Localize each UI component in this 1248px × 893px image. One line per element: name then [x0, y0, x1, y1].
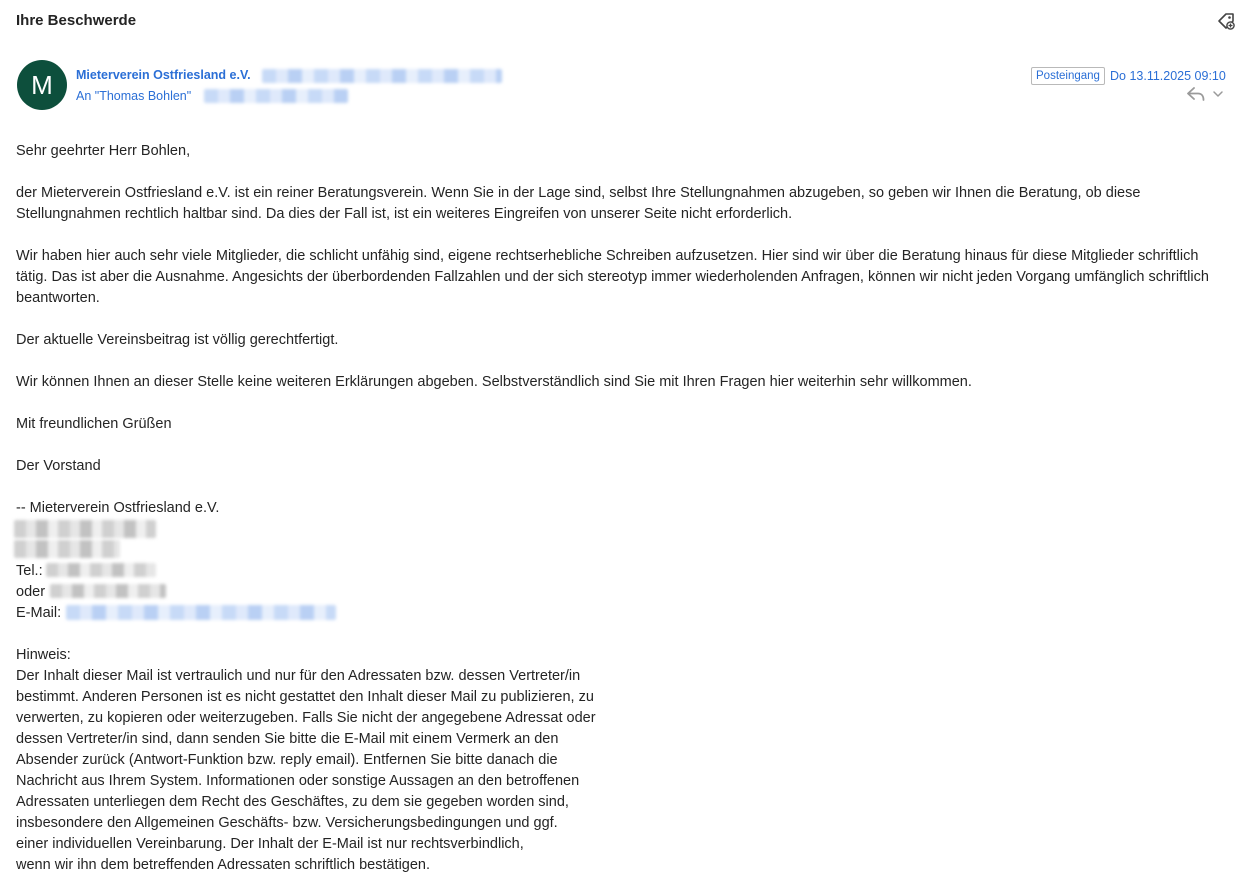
paragraph: der Mieterverein Ostfriesland e.V. ist ein reiner Beratungsverein. Wenn Sie in der Lage sind, selbst Ihre Stellungnahmen abzugeben, so geben wir Ihnen die Beratung, ob diese Stellungnahmen rechtlich haltbar sind. Da dies der Fall ist, ist ein weiteres Eingreifen von unserer Seite nicht erforderlich. — [16, 185, 1141, 222]
reply-icon[interactable] — [1187, 87, 1205, 101]
signature-address-redacted — [16, 519, 1231, 561]
paragraph: Wir haben hier auch sehr viele Mitglieder, die schlicht unfähig sind, eigene rechtserhebliche Schreiben aufzusetzen. Hier sind wir über die Beratung hinaus für diese Mitglieder schriftlich tätig. Das ist aber die Ausnahme. Angesichts der überbordenden Fallzahlen und der sich stereotyp immer wiederholenden Anfragen, können wir nicht jeden Vorgang umfänglich schriftlich beantworten. — [16, 248, 1209, 306]
address-line-2-redacted — [14, 540, 120, 558]
disclaimer-line: verwerten, zu kopieren oder weiterzugeben. Falls Sie nicht der angegebene Adressat oder — [16, 710, 596, 726]
tag-icon[interactable] — [1216, 11, 1236, 31]
disclaimer-line: wenn wir ihn dem betreffenden Adressaten schriftlich bestätigen. — [16, 857, 431, 873]
disclaimer-line: Absender zurück (Antwort-Funktion bzw. reply email). Entfernen Sie bitte danach die — [16, 752, 558, 768]
tel-label: Tel.: — [16, 563, 43, 579]
phone-redacted — [46, 563, 156, 577]
disclaimer-line: Nachricht aus Ihrem System. Informationen oder sonstige Aussagen an den betroffenen — [16, 773, 580, 789]
email-body — [16, 141, 1231, 876]
signature-org: -- Mieterverein Ostfriesland e.V. — [16, 500, 220, 516]
chevron-down-icon[interactable] — [1212, 88, 1224, 100]
signer: Der Vorstand — [16, 458, 101, 474]
recipient-email-redacted — [204, 89, 348, 103]
disclaimer-line: Der Inhalt dieser Mail ist vertraulich und nur für den Adressaten bzw. dessen Vertreter/in — [16, 668, 581, 684]
disclaimer-line: dessen Vertreter/in sind, dann senden Sie bitte die E-Mail mit einem Vermerk an den — [16, 731, 559, 747]
sender-email-redacted — [262, 69, 502, 83]
disclaimer — [16, 645, 656, 876]
email-subject: Ihre Beschwerde — [16, 12, 137, 29]
disclaimer-line: einer individuellen Vereinbarung. Der Inhalt der E-Mail ist nur rechtsverbindlich, — [16, 836, 524, 852]
disclaimer-line: Adressaten unterliegen dem Recht des Geschäftes, zu dem sie gegeben worden sind, — [16, 794, 569, 810]
recipient-name[interactable]: An "Thomas Bohlen" — [76, 89, 192, 103]
sender-avatar: M — [17, 60, 67, 110]
disclaimer-title: Hinweis: — [16, 647, 71, 663]
paragraph: Der aktuelle Vereinsbeitrag ist völlig gerechtfertigt. — [16, 332, 339, 348]
address-line-1-redacted — [14, 520, 156, 538]
phone-alt-redacted — [50, 584, 166, 598]
sender-name[interactable]: Mieterverein Ostfriesland e.V. — [76, 68, 251, 82]
folder-badge[interactable]: Posteingang — [1031, 67, 1105, 85]
signature-email-redacted[interactable] — [66, 605, 336, 620]
closing: Mit freundlichen Grüßen — [16, 416, 172, 432]
email-date: Do 13.11.2025 09:10 — [1110, 69, 1226, 83]
paragraph: Wir können Ihnen an dieser Stelle keine weiteren Erklärungen abgeben. Selbstverständlich sind Sie mit Ihren Fragen hier weiterhin sehr willkommen. — [16, 374, 972, 390]
greeting: Sehr geehrter Herr Bohlen, — [16, 143, 191, 159]
oder-label: oder — [16, 584, 46, 600]
disclaimer-line: insbesondere den Allgemeinen Geschäfts- bzw. Versicherungsbedingungen und ggf. — [16, 815, 558, 831]
disclaimer-line: bestimmt. Anderen Personen ist es nicht gestattet den Inhalt dieser Mail zu publizieren, zu — [16, 689, 594, 705]
email-label: E-Mail: — [16, 605, 62, 621]
